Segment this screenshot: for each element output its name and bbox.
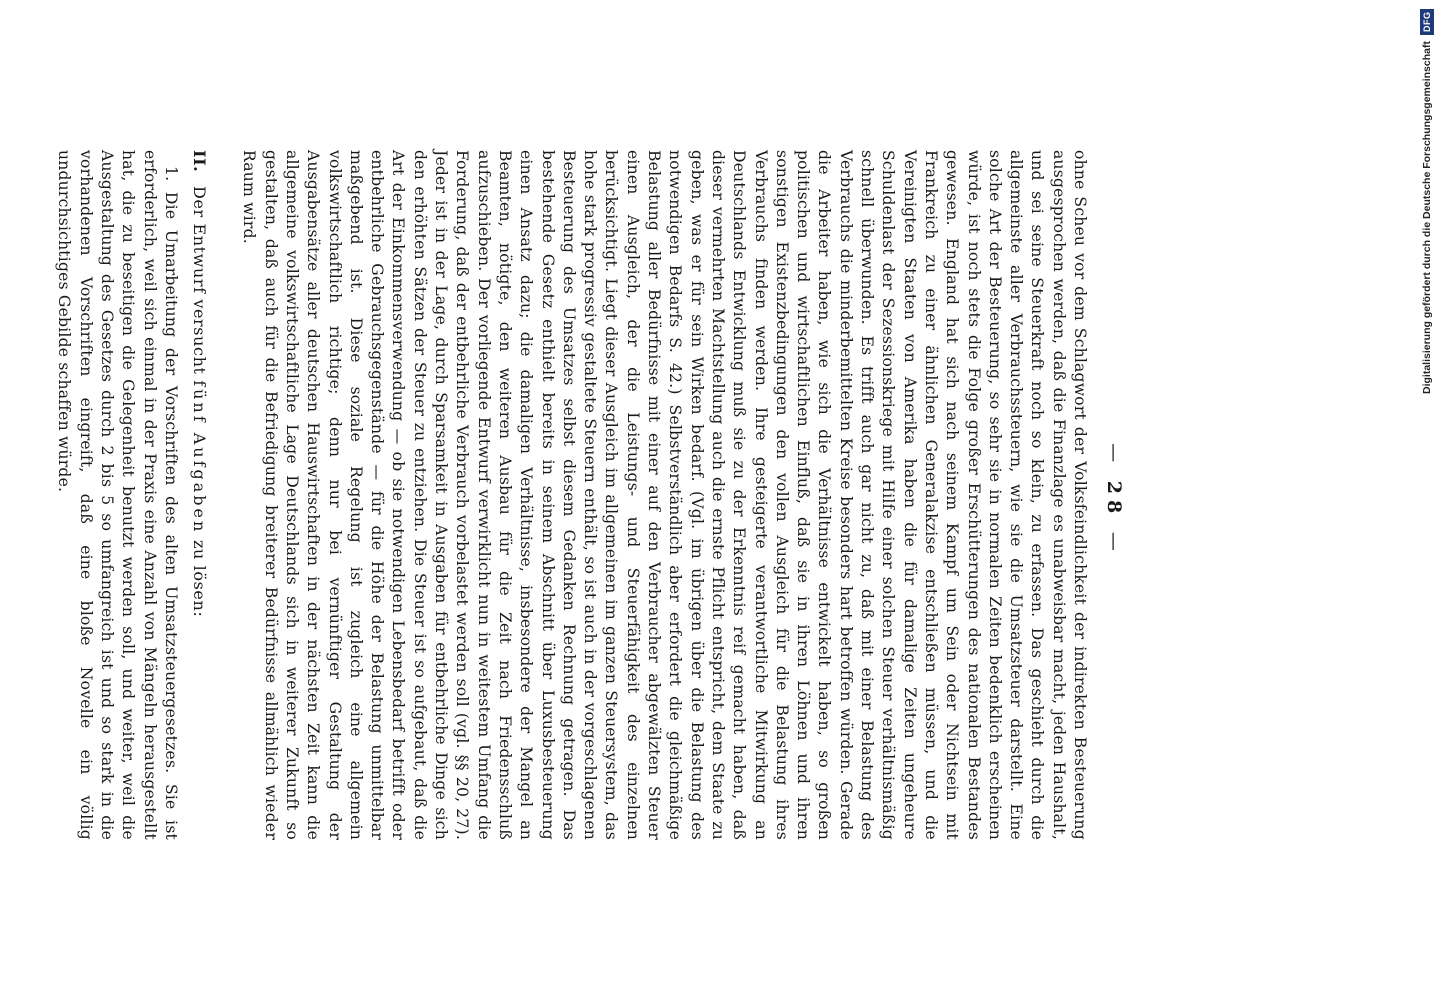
page-header	[1103, 0, 1125, 1000]
section-title-suffix: zu lösen:	[190, 540, 210, 618]
body-text	[53, 150, 1090, 840]
section-heading	[189, 150, 210, 840]
paragraph: ohne Scheu vor dem Schlagwort der Volksfeindlichkeit der indirekten Besteuerung ausgesprochen werden, daß die Finanzlage es unabweisbar macht, jeden Haushalt, und sei seine Steuerkraft noch so klein, zu erfassen. Das geschieht durch die allgemeinste aller Verbrauchssteuern, wie sie die Umsatzsteuer darstellt. Eine solche Art der Besteuerung, so sehr sie in normalen Zeiten bedenklich erscheinen würde, ist noch stets die Folge großer Erschütterungen des nationalen Bestandes gewesen. England hat sich nach seinem Kampf um Sein oder Nichtsein mit Frankreich zu einer ähnlichen Generalakzise entschließen müssen, und die Vereinigten Staaten von Amerika haben die für damalige Zeiten ungeheure Schuldenlast der Sezessionskriege mit Hilfe einer solchen Steuer verhältnismäßig schnell überwunden. Es trifft auch gar nicht zu, daß mit einer Belastung des Verbrauchs die minderbemittelten Kreise besonders hart betroffen würden. Gerade die Arbeiter haben, wie sich die Verhältnisse entwickelt haben, so großen politischen und wirtschaftlichen Einfluß, daß sie in ihren Löhnen und ihren sonstigen Existenzbedingungen den vollen Ausgleich für die Belastung ihres Verbrauchs finden werden. Ihre gesteigerte verantwortliche Mitwirkung an Deutschlands Entwicklung muß sie zu der Erkenntnis reif gemacht haben, daß dieser vermehrten Machtstellung auch die ernste Pflicht entspricht, dem Staate zu geben, was er für sein Wirken bedarf. (Vgl. im übrigen über die Belastung des notwendigen Bedarfs S. 42.) Selbstverständlich aber erfordert die gleichmäßige Belastung aller Bedürfnisse mit einer auf den Verbraucher abgewälzten Steuer einen Ausgleich, der die Leistungs- und Steuerfähigkeit des einzelnen berücksichtigt. Liegt dieser Ausgleich im allgemeinen im ganzen Steuersystem, das hohe stark progressiv gestaltete Steuern enthält, so ist auch in der vorgeschlagenen Besteuerung des Umsatzes selbst diesem Gedanken Rechnung getragen. Das bestehende Gesetz enthielt bereits in seinem Abschnitt über Luxusbesteuerung einen Ansatz dazu; die damaligen Verhältnisse, insbesondere der Mangel an Beamten, nötigte, den weiteren Ausbau für die Zeit nach Friedensschluß aufzuschieben. Der vorliegende Entwurf verwirklicht nun in weitestem Umfang die Forderung, daß der entbehrliche Verbrauch vorbelastet werden soll (vgl. §§ 20, 27). Jeder ist in der Lage, durch Sparsamkeit in Ausgaben für entbehrliche Dinge sich den erhöhten Sätzen der Steuer zu entziehen. Die Steuer ist so aufgebaut, daß die Art der Einkommensverwendung — ob sie notwendigen Lebensbedarf betrifft oder entbehrliche Gebrauchsgegenstände — für die Höhe der Belastung unmittelbar maßgebend ist. Diese soziale Regelung ist zugleich eine allgemein volkswirtschaftlich richtige; denn nur bei vernünftiger Gestaltung der Ausgabensätze aller deutschen Hauswirtschaften in der nächsten Zeit kann die allgemeine volkswirtschaftliche Lage Deutschlands sich in weiterer Zukunft so gestalten, daß auch für die Befriedigung breiterer Bedürfnisse allmählich wieder Raum wird.	[240, 150, 1089, 840]
paragraph: 1. Die Umarbeitung der Vorschriften des alten Umsatzsteuergesetzes. Sie ist erforderlich, weil sich einmal in der Praxis eine Anzahl von Mängeln herausgestellt hat, die zu beseitigen die Gelegenheit benutzt werden soll, und weiter, weil die Ausgestaltung des Gesetzes durch 2 bis 5 so umfangreich ist und so stark in die vorhandenen Vorschriften eingreift, daß eine bloße Novelle ein völlig undurchsichtiges Gebilde schaffen würde.	[55, 150, 180, 840]
funding-caption	[1415, 0, 1434, 1000]
header-dash-right: —	[1103, 531, 1125, 557]
dfg-logo: DFG	[1420, 9, 1434, 36]
funding-caption-text: Digitalisierung gefördert durch die Deutsche Forschungsgemeinschaft	[1421, 41, 1433, 394]
page-number: 28	[1103, 480, 1125, 520]
section-numeral: II.	[190, 150, 210, 173]
rotated-text-block	[55, 0, 1130, 1000]
section-title-prefix: Der Entwurf versucht	[190, 186, 210, 375]
header-dash-left: —	[1103, 443, 1125, 469]
section-title-emphasis: fünf Aufgaben	[190, 380, 210, 535]
